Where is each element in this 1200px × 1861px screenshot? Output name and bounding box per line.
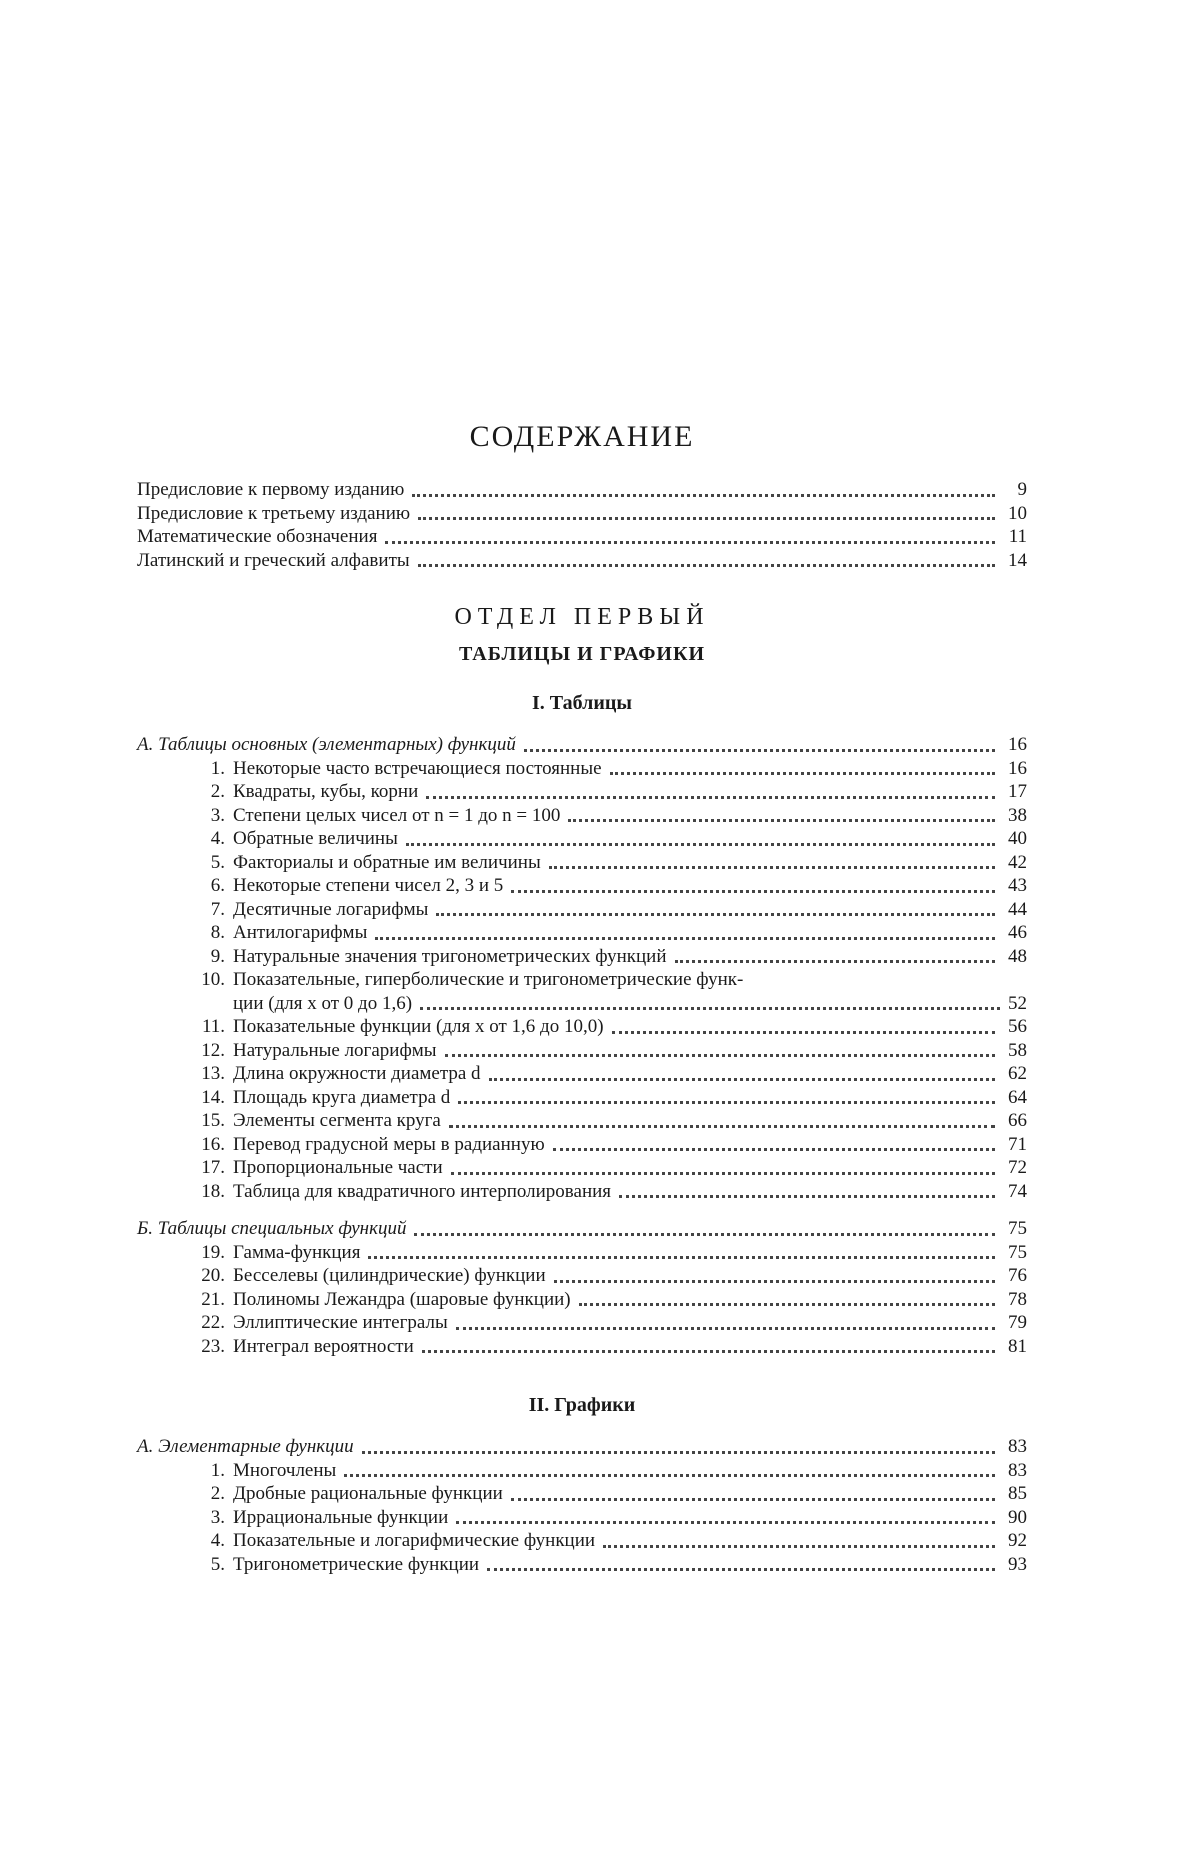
entry-label: Квадраты, кубы, корни xyxy=(233,781,419,802)
toc-entry xyxy=(137,1015,1027,1039)
entry-label: Некоторые степени чисел 2, 3 и 5 xyxy=(233,875,504,896)
toc-entry xyxy=(137,1553,1027,1577)
dot-leader xyxy=(675,960,995,963)
toc-entry xyxy=(137,1482,1027,1506)
entry-number: 20. xyxy=(201,1265,225,1286)
entry-number: 15. xyxy=(201,1110,225,1131)
dot-leader xyxy=(420,1007,1000,1010)
toc-entry xyxy=(137,502,1027,526)
entry-page: 16 xyxy=(1008,757,1027,779)
entry-page: 81 xyxy=(1008,1335,1027,1357)
entry-page: 40 xyxy=(1008,828,1027,849)
toc-entry xyxy=(137,1506,1027,1530)
entry-page: 92 xyxy=(1008,1530,1027,1551)
entry-label: Предисловие к третьему изданию xyxy=(137,502,411,524)
group-label: А. Элементарные функции xyxy=(137,1436,354,1457)
group-items xyxy=(137,757,1027,1204)
dot-leader xyxy=(610,772,995,775)
dot-leader xyxy=(385,541,995,544)
section-subheading: ТАБЛИЦЫ И ГРАФИКИ xyxy=(458,643,706,665)
dot-leader xyxy=(549,866,995,869)
dot-leader xyxy=(456,1327,995,1330)
entry-number: 23. xyxy=(201,1335,225,1357)
entry-number: 13. xyxy=(201,1063,225,1084)
toc-entry xyxy=(137,1529,1027,1553)
entry-page: 17 xyxy=(1008,781,1027,802)
dot-leader xyxy=(406,843,995,846)
dot-leader xyxy=(568,819,995,822)
dot-leader xyxy=(449,1125,995,1128)
entry-page: 62 xyxy=(1008,1063,1027,1084)
entry-label: Некоторые часто встречающиеся постоянные xyxy=(233,757,602,779)
dot-leader xyxy=(418,564,995,567)
entry-label: Латинский и греческий алфавиты xyxy=(137,549,410,571)
entry-page: 64 xyxy=(1008,1086,1027,1108)
toc-entry xyxy=(137,757,1027,781)
dot-leader xyxy=(344,1474,995,1477)
entry-page: 71 xyxy=(1008,1133,1027,1155)
entry-label: Интеграл вероятности xyxy=(233,1335,414,1357)
dot-leader xyxy=(456,1521,995,1524)
entry-label: Дробные рациональные функции xyxy=(233,1483,503,1504)
entry-number: 21. xyxy=(201,1288,225,1310)
entry-label-continuation: ции (для x от 0 до 1,6) xyxy=(233,992,413,1014)
entry-number: 3. xyxy=(210,804,225,826)
dot-leader xyxy=(511,1498,995,1501)
group-label: А. Таблицы основных (элементарных) функций xyxy=(137,734,516,755)
entry-number: 11. xyxy=(201,1016,225,1037)
entry-page: 52 xyxy=(1008,992,1027,1014)
entry-label: Многочлены xyxy=(233,1459,337,1481)
entry-page: 74 xyxy=(1008,1180,1027,1202)
entry-page: 9 xyxy=(1017,479,1027,500)
dot-leader xyxy=(612,1031,995,1034)
toc-entry xyxy=(137,1039,1027,1063)
part-heading: II. Графики xyxy=(528,1394,636,1416)
entry-label: Иррациональные функции xyxy=(233,1506,449,1528)
entry-label: Длина окружности диаметра d xyxy=(233,1063,481,1084)
entry-label: Обратные величины xyxy=(233,828,398,849)
dot-leader xyxy=(412,494,995,497)
dot-leader xyxy=(418,517,995,520)
entry-number: 7. xyxy=(210,898,225,920)
toc-entry xyxy=(137,827,1027,851)
toc-entry xyxy=(137,1180,1027,1204)
entry-label: Таблица для квадратичного интерполирования xyxy=(233,1180,612,1202)
dot-leader xyxy=(368,1256,995,1259)
entry-label: Математические обозначения xyxy=(137,526,378,547)
toc-entry xyxy=(137,780,1027,804)
dot-leader xyxy=(489,1078,995,1081)
entry-number: 12. xyxy=(201,1039,225,1061)
entry-number: 10. xyxy=(201,969,225,990)
entry-number: 18. xyxy=(201,1180,225,1202)
toc-entry xyxy=(137,478,1027,502)
entry-number: 2. xyxy=(210,1483,225,1504)
entry-number: 22. xyxy=(201,1312,225,1333)
entry-page: 46 xyxy=(1008,922,1027,943)
dot-leader xyxy=(451,1172,995,1175)
entry-label: Показательные и логарифмические функции xyxy=(233,1530,596,1551)
toc-entry xyxy=(137,1335,1027,1359)
entry-label: Натуральные логарифмы xyxy=(233,1039,437,1061)
entry-page: 11 xyxy=(1008,526,1027,547)
toc-entry xyxy=(137,1156,1027,1180)
entry-number: 8. xyxy=(210,922,225,943)
entry-page: 58 xyxy=(1008,1039,1027,1061)
toc-content xyxy=(137,420,1027,1576)
group-items xyxy=(137,1241,1027,1359)
part-heading: I. Таблицы xyxy=(531,692,632,714)
entry-page: 72 xyxy=(1008,1157,1027,1178)
group-page: 83 xyxy=(1008,1436,1027,1457)
toc-entry xyxy=(137,898,1027,922)
toc-entry xyxy=(137,1062,1027,1086)
page-title: СОДЕРЖАНИЕ xyxy=(469,420,695,453)
entry-page: 93 xyxy=(1008,1553,1027,1575)
entry-number: 16. xyxy=(201,1133,225,1155)
toc-entry xyxy=(137,1241,1027,1265)
entry-number: 1. xyxy=(210,1459,225,1481)
spacer xyxy=(137,1358,1027,1384)
entry-label: Натуральные значения тригонометрических функций xyxy=(233,945,667,967)
entry-label: Показательные функции (для x от 1,6 до 10,0) xyxy=(233,1016,604,1037)
entry-page: 66 xyxy=(1008,1110,1027,1131)
entry-number: 5. xyxy=(210,851,225,873)
entry-number: 3. xyxy=(210,1506,225,1528)
entry-label: Перевод градусной меры в радианную xyxy=(233,1133,545,1155)
toc-entry xyxy=(137,874,1027,898)
entry-number: 19. xyxy=(201,1241,225,1263)
entry-page: 43 xyxy=(1008,875,1027,896)
entry-page: 42 xyxy=(1008,851,1027,873)
entry-label: Гамма-функция xyxy=(233,1241,361,1263)
toc-entry xyxy=(137,804,1027,828)
toc-entry xyxy=(137,851,1027,875)
dot-leader xyxy=(375,937,995,940)
group-items xyxy=(137,1459,1027,1577)
entry-label: Степени целых чисел от n = 1 до n = 100 xyxy=(233,804,561,826)
dot-leader xyxy=(414,1233,995,1236)
entry-number: 1. xyxy=(210,757,225,779)
section-heading: ОТДЕЛ ПЕРВЫЙ xyxy=(454,604,710,630)
toc-entry xyxy=(137,525,1027,549)
dot-leader xyxy=(487,1568,995,1571)
entry-number: 17. xyxy=(201,1157,225,1178)
entry-number: 6. xyxy=(210,875,225,896)
toc-entry xyxy=(137,1459,1027,1483)
entry-label: Антилогарифмы xyxy=(233,922,368,943)
dot-leader xyxy=(553,1148,995,1151)
entry-number: 5. xyxy=(210,1553,225,1575)
dot-leader xyxy=(603,1545,995,1548)
entry-number: 4. xyxy=(210,1530,225,1551)
entry-page: 75 xyxy=(1008,1241,1027,1263)
entry-page: 90 xyxy=(1008,1506,1027,1528)
entry-page: 44 xyxy=(1008,898,1027,920)
dot-leader xyxy=(445,1054,995,1057)
entry-label: Элементы сегмента круга xyxy=(233,1110,441,1131)
toc-entry xyxy=(137,1109,1027,1133)
toc-entry xyxy=(137,1288,1027,1312)
dot-leader xyxy=(511,890,995,893)
group-label: Б. Таблицы специальных функций xyxy=(137,1218,407,1239)
dot-leader xyxy=(458,1101,995,1104)
entry-label: Площадь круга диаметра d xyxy=(233,1086,451,1108)
entry-page: 79 xyxy=(1008,1312,1027,1333)
toc-entry xyxy=(137,945,1027,969)
entry-label: Предисловие к первому изданию xyxy=(137,479,405,500)
group-page: 75 xyxy=(1008,1218,1027,1239)
group-entry xyxy=(137,1217,1027,1241)
dot-leader xyxy=(579,1303,995,1306)
entry-number: 2. xyxy=(210,781,225,802)
entry-number: 14. xyxy=(201,1086,225,1108)
entry-page: 85 xyxy=(1008,1483,1027,1504)
entry-label: Эллиптические интегралы xyxy=(233,1312,448,1333)
front-matter-list xyxy=(137,478,1027,572)
dot-leader xyxy=(524,749,995,752)
entry-number: 9. xyxy=(210,945,225,967)
entry-number: 4. xyxy=(210,828,225,849)
entry-page: 14 xyxy=(1008,549,1027,571)
entry-page: 56 xyxy=(1008,1016,1027,1037)
entry-page: 10 xyxy=(1008,502,1027,524)
entry-page: 38 xyxy=(1008,804,1027,826)
entry-label: Пропорциональные части xyxy=(233,1157,443,1178)
group-entry xyxy=(137,1435,1027,1459)
entry-label: Показательные, гиперболические и тригонометрические функ- xyxy=(233,969,744,990)
dot-leader xyxy=(554,1280,995,1283)
dot-leader xyxy=(436,913,995,916)
group-entry xyxy=(137,733,1027,757)
dot-leader xyxy=(422,1350,995,1353)
entry-page: 83 xyxy=(1008,1459,1027,1481)
toc-entry xyxy=(137,1133,1027,1157)
dot-leader xyxy=(619,1195,995,1198)
entry-page: 76 xyxy=(1008,1265,1027,1286)
entry-label: Тригонометрические функции xyxy=(233,1553,480,1575)
toc-entry xyxy=(137,549,1027,573)
spacer xyxy=(137,1203,1027,1217)
dot-leader xyxy=(362,1451,995,1454)
toc-entry xyxy=(137,1086,1027,1110)
entry-label: Полиномы Лежандра (шаровые функции) xyxy=(233,1288,571,1310)
toc-entry xyxy=(137,1264,1027,1288)
dot-leader xyxy=(426,796,995,799)
entry-label: Десятичные логарифмы xyxy=(233,898,429,920)
entry-page: 78 xyxy=(1008,1288,1027,1310)
group-page: 16 xyxy=(1008,734,1027,755)
entry-page: 48 xyxy=(1008,945,1027,967)
toc-entry xyxy=(137,921,1027,945)
entry-label: Факториалы и обратные им величины xyxy=(233,851,541,873)
toc-entry-continuation xyxy=(137,992,1027,1016)
entry-label: Бесселевы (цилиндрические) функции xyxy=(233,1265,546,1286)
toc-entry xyxy=(137,968,1027,992)
toc-entry xyxy=(137,1311,1027,1335)
